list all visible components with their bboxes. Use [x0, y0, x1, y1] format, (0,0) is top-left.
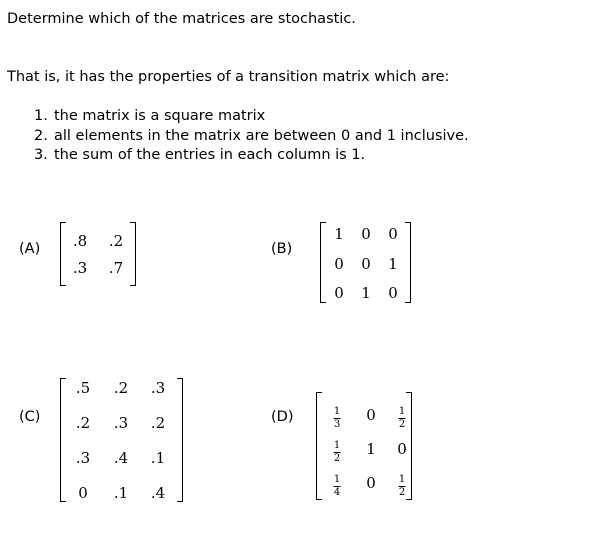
matrix-cell: 0	[366, 406, 376, 424]
left-bracket	[60, 378, 66, 502]
matrix-cell	[334, 434, 341, 464]
right-bracket	[130, 222, 136, 286]
matrix-cell: 0	[388, 225, 398, 243]
matrix-cell: .3	[72, 259, 88, 277]
fraction-numerator: 1	[398, 474, 406, 485]
matrix-cell: 0	[361, 255, 371, 273]
matrix-cell: .2	[150, 414, 166, 432]
property-item: 2. all elements in the matrix are between 0 and 1 inclusive.	[34, 127, 469, 144]
matrix-cell: .4	[150, 484, 166, 502]
matrix-cell: .5	[75, 379, 91, 397]
matrix-cell: 0	[366, 474, 376, 492]
fraction	[334, 475, 341, 498]
fraction	[334, 441, 341, 464]
matrix-cell: .2	[108, 232, 124, 250]
matrix-cell: 0	[334, 255, 344, 273]
matrix-b-label: (B)	[271, 241, 293, 257]
definition-intro: That is, it has the properties of a transition matrix which are:	[7, 69, 450, 85]
matrix-cell: .1	[113, 484, 129, 502]
fraction-denominator: 2	[333, 453, 341, 464]
matrix-cell	[334, 468, 341, 498]
matrix-b	[320, 222, 411, 303]
matrix-cell: .2	[75, 414, 91, 432]
right-bracket	[405, 222, 411, 303]
matrix-cell: 0	[361, 225, 371, 243]
right-bracket	[177, 378, 183, 502]
left-bracket	[320, 222, 326, 303]
matrix-d	[316, 392, 412, 500]
matrix-cell: 0	[397, 440, 407, 458]
matrix-cell: 0	[334, 284, 344, 302]
fraction-numerator: 1	[398, 406, 406, 417]
fraction-numerator: 1	[333, 406, 341, 417]
matrix-cell: .7	[108, 259, 124, 277]
matrix-cell: .8	[72, 232, 88, 250]
fraction	[334, 407, 341, 430]
matrix-cell: .2	[113, 379, 129, 397]
matrix-cell: .1	[150, 449, 166, 467]
matrix-c-label: (C)	[19, 409, 41, 425]
right-bracket	[406, 392, 412, 500]
fraction-denominator: 2	[398, 419, 406, 430]
matrix-cell: 1	[334, 225, 344, 243]
matrix-cell: 0	[78, 484, 88, 502]
left-bracket	[316, 392, 322, 500]
matrix-a-label: (A)	[19, 241, 41, 257]
matrix-cell: 0	[388, 284, 398, 302]
matrix-cell: 1	[361, 284, 371, 302]
matrix-cell	[334, 400, 341, 430]
matrix-cell: .4	[113, 449, 129, 467]
matrix-cell: 1	[388, 255, 398, 273]
matrix-a	[60, 222, 136, 286]
matrix-d-label: (D)	[271, 409, 294, 425]
left-bracket	[60, 222, 66, 286]
matrix-cell: .3	[75, 449, 91, 467]
properties-list	[34, 107, 469, 166]
matrix-cell: .3	[113, 414, 129, 432]
matrix-cell: .3	[150, 379, 166, 397]
fraction	[399, 475, 406, 498]
matrix-c	[60, 378, 183, 502]
matrix-cell	[399, 400, 406, 430]
fraction-numerator: 1	[333, 474, 341, 485]
fraction-numerator: 1	[333, 440, 341, 451]
fraction-denominator: 3	[333, 419, 341, 430]
fraction	[399, 407, 406, 430]
property-item: 3. the sum of the entries in each column is 1.	[34, 147, 366, 163]
fraction-denominator: 2	[398, 487, 406, 498]
instruction-text: Determine which of the matrices are stochastic.	[7, 11, 356, 27]
matrix-cell	[399, 468, 406, 498]
matrix-cell: 1	[366, 440, 376, 458]
property-item: 1. the matrix is a square matrix	[34, 108, 266, 124]
fraction-denominator: 4	[333, 487, 341, 498]
